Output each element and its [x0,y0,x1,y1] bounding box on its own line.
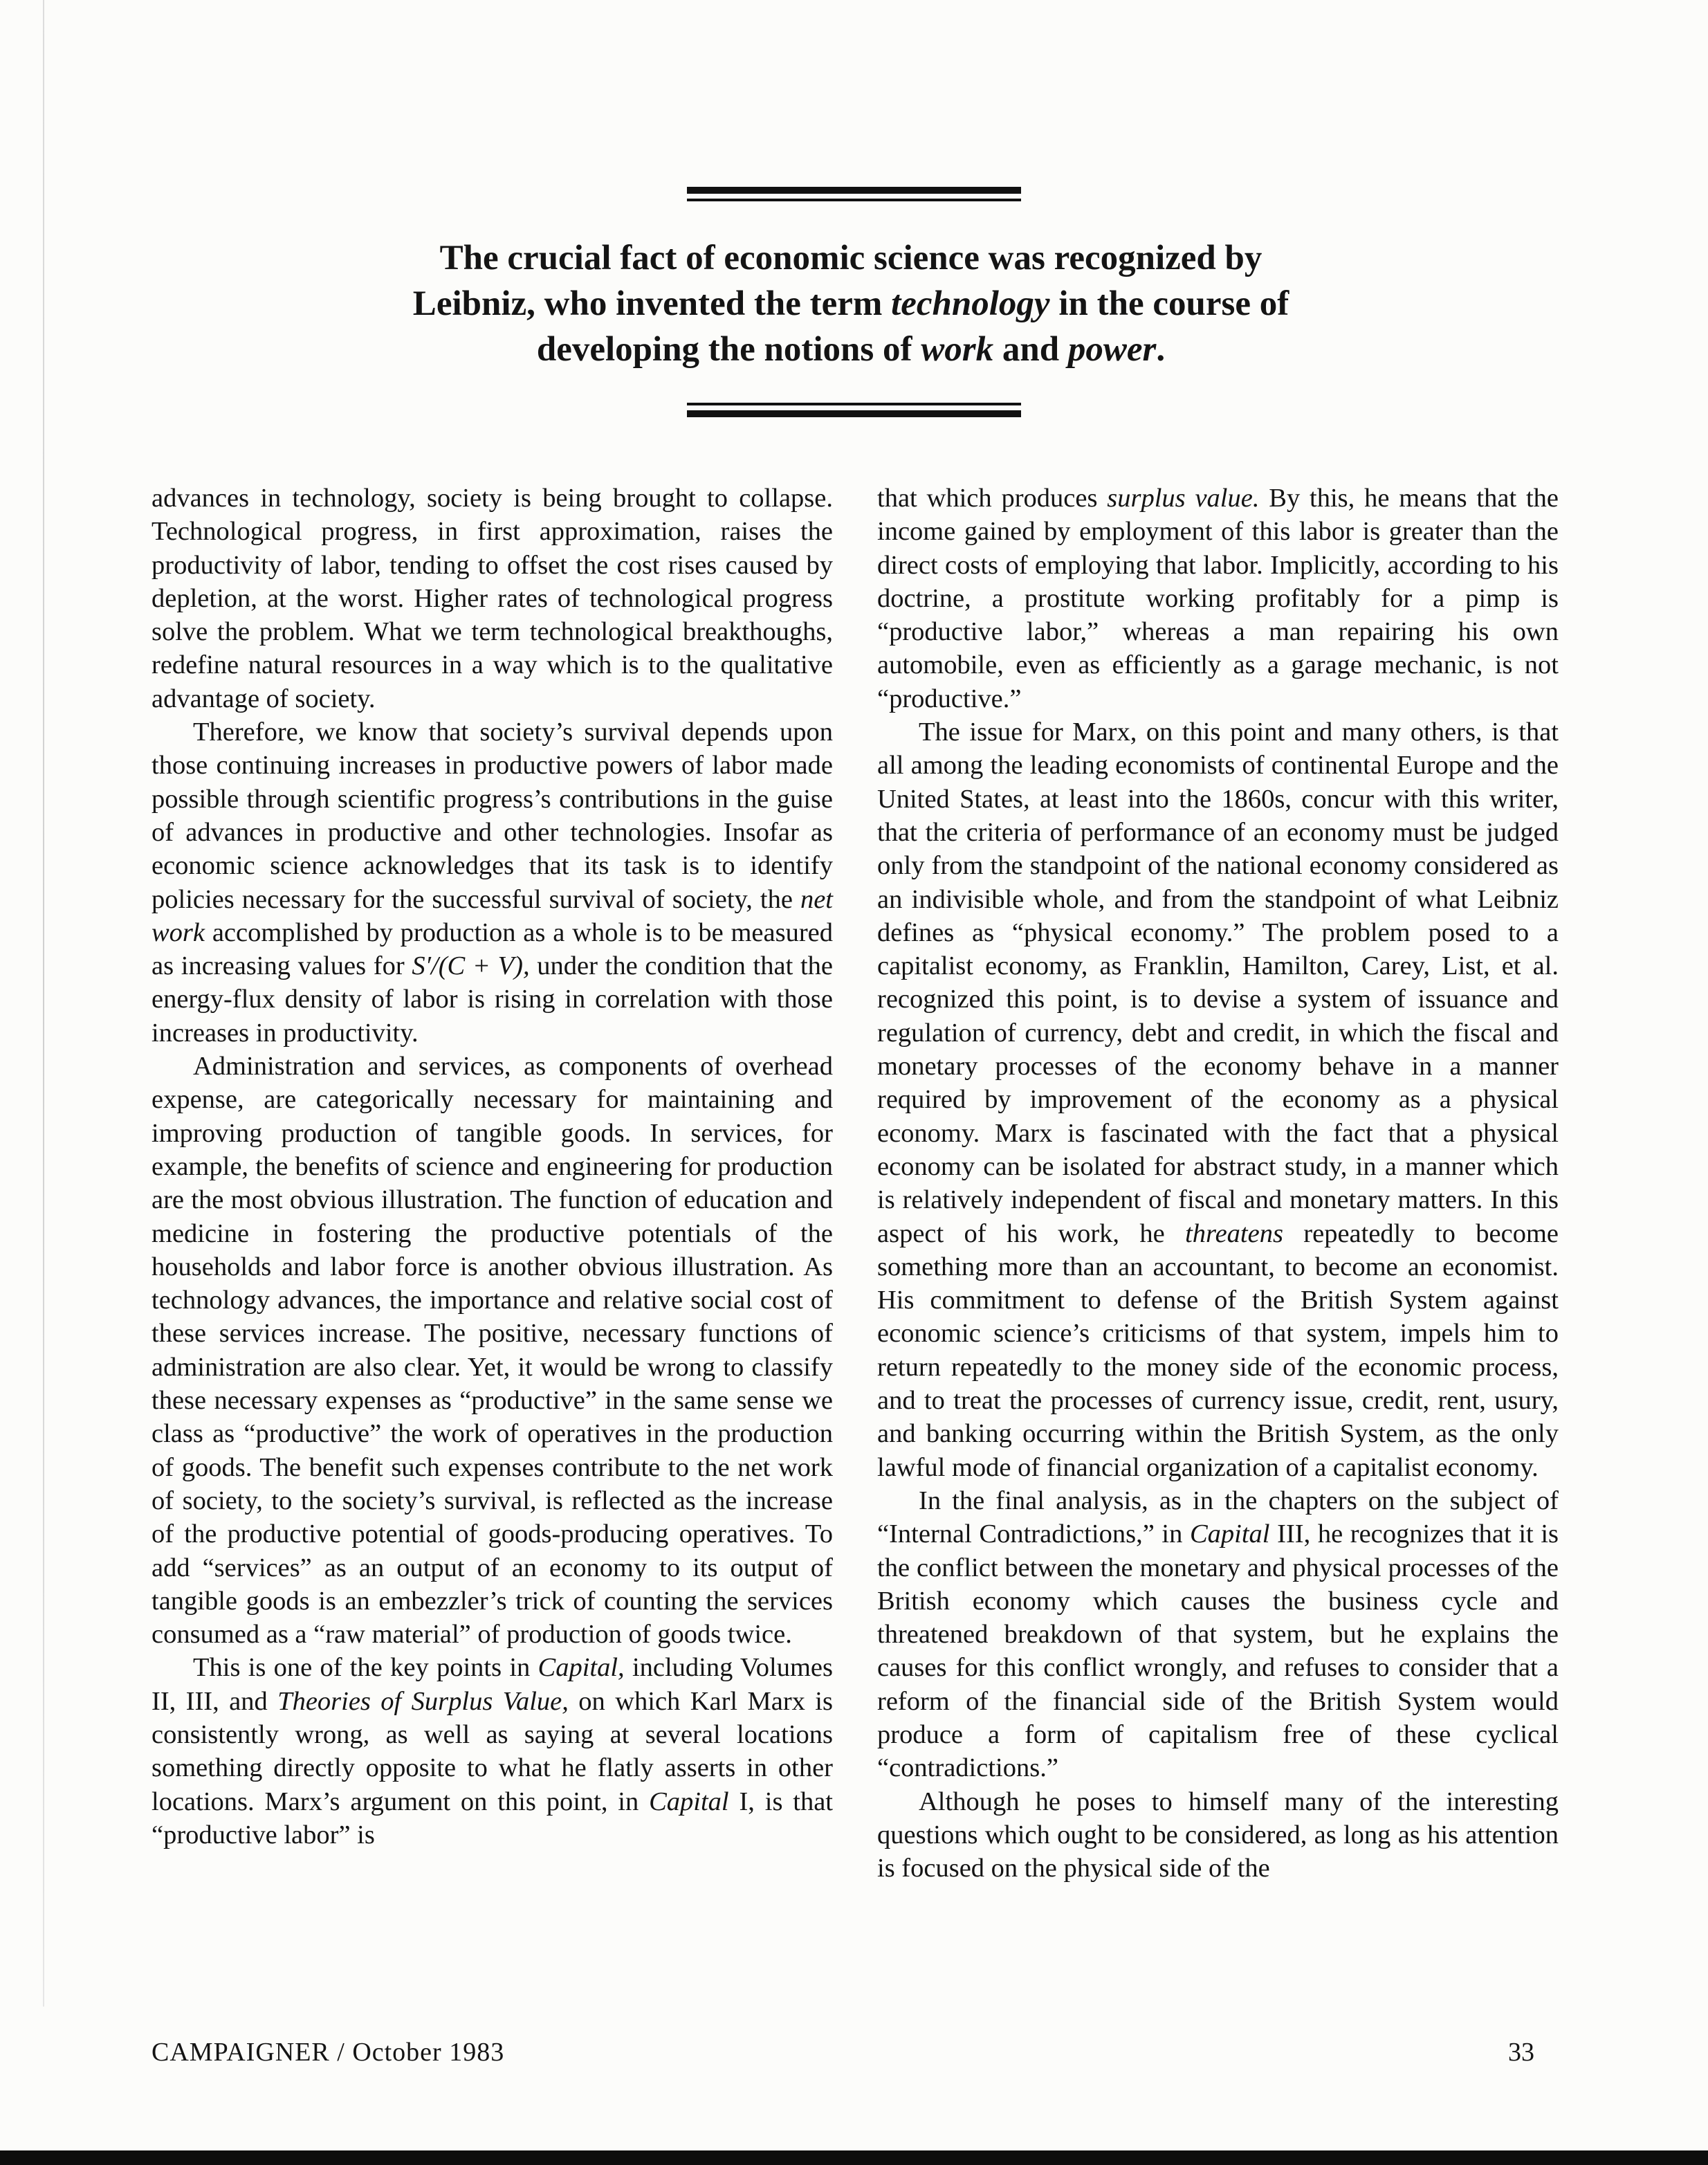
paragraph-emphasis: surplus value. [1107,484,1260,513]
book-title: Capital, [538,1653,625,1683]
paragraph-emphasis: net work [151,884,833,947]
page-number: 33 [1508,2038,1534,2067]
pull-quote-line-1: The crucial fact of economic science was recognized by [439,239,1262,277]
scan-margin-line [43,0,44,2007]
pull-quote-text: . [1156,330,1166,369]
bottom-thick-rule [687,410,1021,417]
pull-quote-text: and [993,330,1068,369]
pull-quote-emphasis: power [1067,330,1157,369]
paragraph-text: The issue for Marx, on this point and many others, is that all among the leading economists of continental Europe and the United States, at least into the 1860s, concur with this writer, that the criteria of performance of an economy must be judged only from the standpoint of the national economy considered as an indivisible whole, and from the standpoint of what Leibniz defines as “physical economy.” The problem posed to a capitalist economy, as Franklin, Hamilton, Carey, List, et al. recognized this point, is to devise a system of issuance and regulation of currency, debt and credit, in which the fiscal and monetary processes of the economy behave in a manner required by improvement of the economy as a physical economy. Marx is fascinated with the fact that a physical economy can be isolated for abstract study, in a manner which is relatively independent of fiscal and monetary matters. In this aspect of his work, he [877,718,1559,1248]
pull-quote-text: in the course of [1049,284,1289,323]
top-thick-rule [687,187,1021,194]
body-paragraph: Administration and services, as components of overhead expense, are categorically necessary for maintaining and improving production of tangible goods. In services, for example, the benefits of science and engineering for production are the most obvious illustration. The function of education and medicine in fostering the productive potentials of the households and labor force is another obvious illustration. As technology advances, the importance and relative social cost of these services increase. The positive, necessary functions of administration are also clear. Yet, it would be wrong to classify these necessary expenses as “productive” in the same sense we class as “productive” the work of operatives in the production of goods. The benefit such expenses contribute to the net work of society, to the society’s survival, is reflected as the increase of the productive potential of goods-producing operatives. To add “services” as an output of an economy to its output of tangible goods is an embezzler’s trick of counting the services consumed as a “raw material” of production of goods twice. [151,1052,833,1650]
publication-footer: CAMPAIGNER / October 1983 [151,2038,505,2067]
body-paragraph [877,1484,1559,1785]
scan-bottom-edge [0,2150,1708,2165]
paragraph-emphasis: threatens [1185,1218,1283,1248]
paragraph-text: repeatedly to become something more than an accountant, to become an economist. His commitment to defense of the British System against economic science’s criticisms of that system, impels him to return repeatedly to the money side of the economic process, and to treat the processes of currency issue, credit, rent, usury, and banking occurring within the British System, as the only lawful mode of financial organization of a capitalist economy. [877,1218,1559,1482]
paragraph-text: This is one of the key points in [193,1653,538,1683]
paragraph-text: Therefore, we know that society’s survival depends upon those continuing increases in productive powers of labor made possible through scientific progress’s contributions in the guise of advances in productive and other technologies. Insofar as economic science acknowledges that its task is to identify policies necessary for the successful survival of society, the [151,718,833,914]
body-paragraph [877,482,1559,715]
book-title: Capital [649,1787,729,1816]
book-title: Theories of Surplus Value, [277,1686,569,1716]
bottom-thin-rule [687,403,1021,405]
formula: S′/(C + V), [412,951,530,981]
paragraph-text: By this, he means that the income gained by employment of this labor is greater than the direct costs of employing that labor. Implicitly, according to his doctrine, a prostitute working profitably for a pimp is “productive labor,” whereas a man repairing his own automobile, even as efficiently as a garage mechanic, is not “productive.” [877,484,1559,713]
book-title: Capital [1189,1519,1270,1549]
pull-quote-line-3 [304,327,1397,372]
pull-quote-line-2 [304,281,1397,327]
paragraph-text: including Volumes II, III, and [151,1653,833,1716]
body-paragraph [151,715,833,1050]
paragraph-text: under the condition that the energy-flux density of labor is rising in correlation with those increases in productivity. [151,951,834,1048]
pull-quote-emphasis: technology [891,284,1050,323]
paragraph-text: III, he recognizes that it is the conflict between the monetary and physical processes of the British economy which causes the business cycle and threatened breakdown of that system, but he explains the causes for this conflict wrongly, and refuses to consider that a reform of the financial side of the British System would produce a form of capitalism free of these cyclical “contradictions.” [877,1519,1559,1783]
pull-quote-text: Leibniz, who invented the term [412,284,892,323]
paragraph-text: accomplished by production as a whole is to be measured as increasing values for [151,917,833,981]
left-column [151,482,833,1852]
body-paragraph: advances in technology, society is being brought to collapse. Technological progress, in first approximation, raises the productivity of labor, tending to offset the cost rises caused by depletion, at the worst. Higher rates of technological progress solve the problem. What we term technological breakthoughs, redefine natural resources in a way which is to the qualitative advantage of society. [151,484,833,713]
paragraph-text: In the final analysis, as in the chapters on the subject of “Internal Contradictions,” in [877,1486,1559,1549]
top-thin-rule [687,199,1021,201]
paragraph-text: on which Karl Marx is consistently wrong, as well as saying at several locations something directly opposite to what he flatly asserts in other locations. Marx’s argument on this point, in [151,1686,833,1816]
body-paragraph [877,715,1559,1484]
paragraph-text: that which produces [877,484,1108,513]
body-paragraph: Although he poses to himself many of the interesting questions which ought to be considered, as long as his attention is focused on the physical side of the [877,1787,1559,1883]
paragraph-text: I, is that “productive labor” is [151,1787,833,1849]
pull-quote-text: developing the notions of [536,330,921,369]
pull-quote [304,235,1397,372]
body-paragraph [151,1651,833,1852]
pull-quote-emphasis: work [921,330,994,369]
right-column [877,482,1559,1885]
